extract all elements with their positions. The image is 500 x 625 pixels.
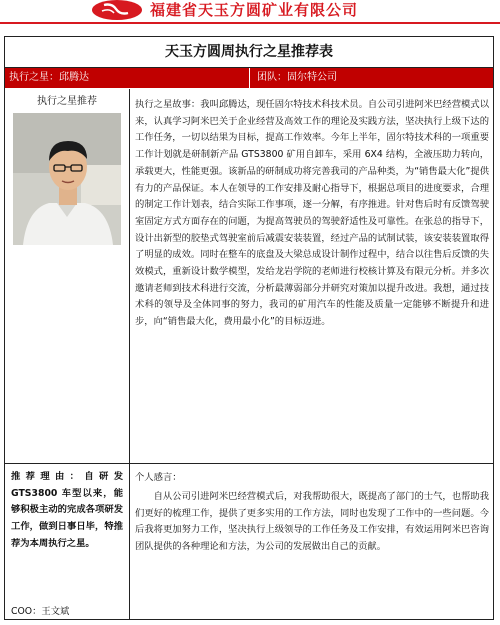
form-table <box>4 36 494 620</box>
letterhead-rule <box>0 22 500 24</box>
photo-caption: 执行之星推荐 <box>37 96 97 107</box>
row-divider <box>5 463 493 464</box>
company-logo <box>92 0 142 20</box>
header-band <box>5 68 493 88</box>
column-divider <box>129 89 130 619</box>
coo-signature: COO：王文斌 <box>11 606 70 617</box>
recommendation-reason: 推荐理由：自研发GTS3800 车型以来，能够积极主动的完成各项研发工作，做到日事日毕，特推荐为本周执行之星。 <box>11 471 123 549</box>
star-name-cell: 执行之星：邱腾达 <box>9 72 89 83</box>
header-divider <box>249 68 250 88</box>
person-photo-icon <box>13 113 121 245</box>
employee-photo <box>13 113 121 245</box>
star-story-text: 执行之星故事：我叫邱腾达，现任固尔特技术科技术员。自公司引进阿米巴经营模式以来，认真学习阿米巴关于企业经营及高效工作的理论及实践方法，坚决执行上级下达的工作任务，一切以结果为目标，提高工作效率。今年上半年，固尔特技术科的一项重要工作计划就是研制新产品 GTS3800 矿用自卸车，采用 6X4 结构，全液压助力转向，承载更大，性能更强。该新品的研制成功将完善我司的产品种类，为“销售最大化”提供有力的产品保证。本人在领导的工作安排及耐心指导下，根据总项目的进度要求，合理的制定工作计划表，结合实际工作事项，逐一分解，有序推进。针对售后时有反馈驾驶室固定方式方面存在的问题，为提高驾驶员的驾驶舒适性及可靠性。在张总的指导下，设计出新型的胶垫式驾驶室前后减震安装装置，经过产品的试制试装，该安装装置取得了明显的成效。同时在整车的底盘及大梁总成设计制作过程中，结合以往售后反馈的失效模式，重新设计数学模型，发给龙岩学院的老师进行校核计算及有限元分析。并多次邀请老师到技术科进行交流，分析最薄弱部分并研究对策加以提升改进。我想，通过技术科的领导及全体同事的努力，我司的矿用汽车的性能及质量一定能够不断提升和进步，向“销售最大化，费用最小化”的目标迈进。 <box>135 99 489 328</box>
form-title: 天玉方圆周执行之星推荐表 <box>5 37 493 68</box>
letterhead <box>0 0 500 26</box>
logo-mark-icon <box>92 0 142 20</box>
personal-remarks-text: 自从公司引进阿米巴经营模式后，对我帮助很大，既提高了部门的士气，也帮助我们更好的梳理工作，提供了更多实用的工作方法，同时也发现了工作中的一些问题。今后我将更加努力工作，坚决执行上级领导的工作任务及工作安排，有效运用阿米巴咨询团队提供的各种理论和方法，为公司的发展做出自己的贡献。 <box>135 491 489 553</box>
company-name: 福建省天玉方圆矿业有限公司 <box>150 1 359 19</box>
team-cell: 团队：固尔特公司 <box>257 72 337 83</box>
personal-remarks-heading: 个人感言： <box>135 472 182 483</box>
